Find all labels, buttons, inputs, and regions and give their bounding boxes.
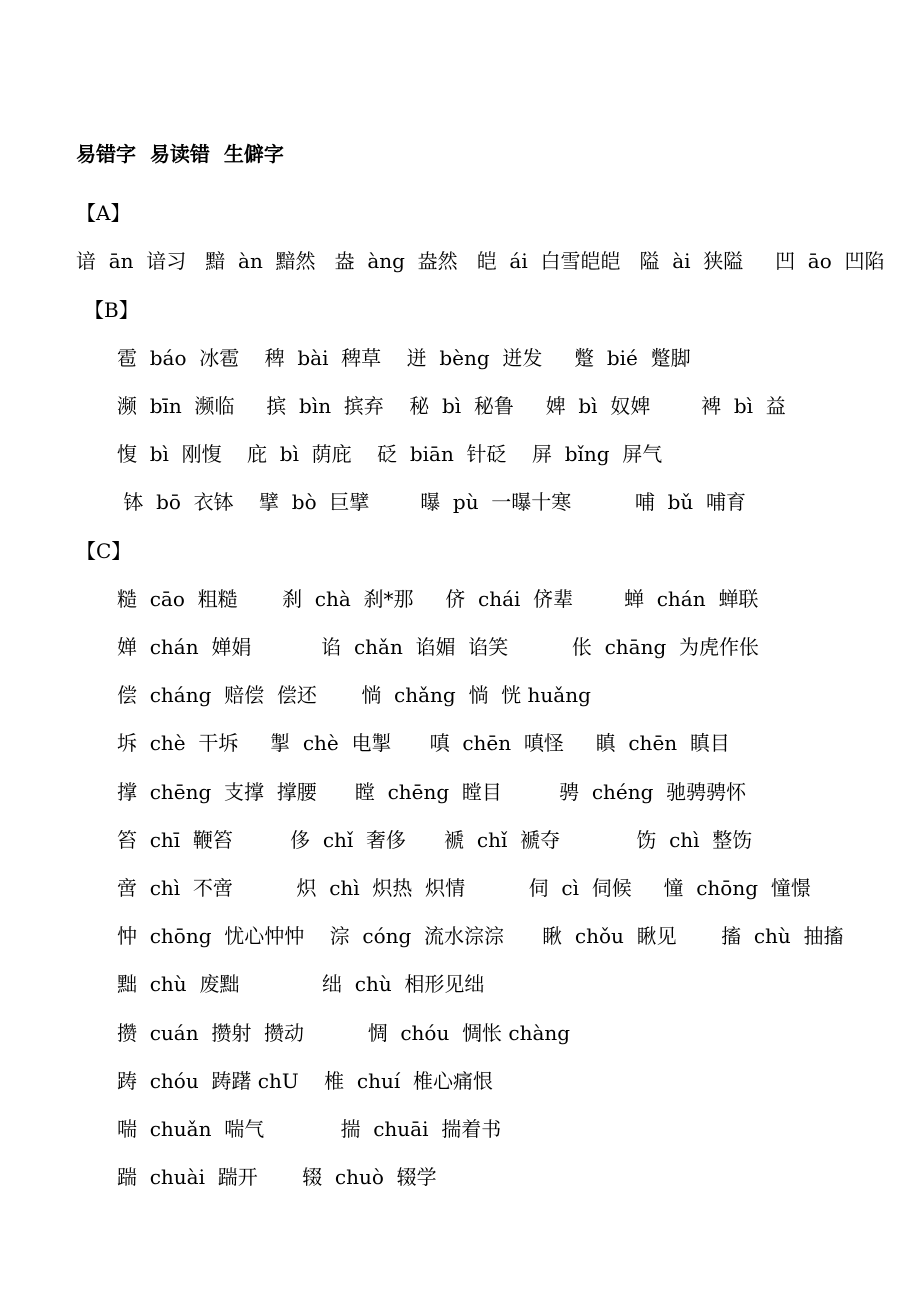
section-heading-a: 【A】 xyxy=(76,201,131,225)
entry-line-c5: 撑 chēng 支撑 撑腰 瞠 chēng 瞠目 骋 chéng 驰骋骋怀 xyxy=(117,780,747,804)
entry-line-c11: 踌 chóu 踌躇 chU 椎 chuí 椎心痛恨 xyxy=(117,1069,493,1093)
entry-line-c2: 婵 chán 婵娟 谄 chǎn 谄媚 谄笑 伥 chāng 为虎作伥 xyxy=(117,635,759,659)
entry-line-c7: 啻 chì 不啻 炽 chì 炽热 炽情 伺 cì 伺候 憧 chōng 憧憬 xyxy=(117,876,811,900)
page-title: 易错字 易读错 生僻字 xyxy=(76,142,284,166)
section-heading-b: 【B】 xyxy=(84,298,139,322)
entry-line-c12: 喘 chuǎn 喘气 揣 chuāi 揣着书 xyxy=(117,1117,502,1141)
entry-line-c4: 坼 chè 干坼 掣 chè 电掣 嗔 chēn 嗔怪 瞋 chēn 瞋目 xyxy=(117,731,730,755)
entry-line-b3: 愎 bì 刚愎 庇 bì 荫庇 砭 biān 针砭 屏 bǐng 屏气 xyxy=(117,442,663,466)
section-heading-c: 【C】 xyxy=(76,539,132,563)
entry-line-c10: 攒 cuán 攒射 攒动 惆 chóu 惆怅 chàng xyxy=(117,1021,571,1045)
entry-line-b2: 濒 bīn 濒临 摈 bìn 摈弃 秘 bì 秘鲁 婢 bì 奴婢 裨 bì 益 xyxy=(117,394,786,418)
entry-line-c13: 踹 chuài 踹开 辍 chuò 辍学 xyxy=(117,1165,437,1189)
entry-line-b1: 雹 báo 冰雹 稗 bài 稗草 迸 bèng 迸发 蹩 bié 蹩脚 xyxy=(117,346,691,370)
entry-line-c3: 偿 cháng 赔偿 偿还 惝 chǎng 惝 恍 huǎng xyxy=(117,683,591,707)
entry-line-a1: 谙 ān 谙习 黯 àn 黯然 盎 àng 盎然 皑 ái 白雪皑皑 隘 ài 狭隘 凹 āo 凹陷 xyxy=(76,249,885,273)
entry-line-c6: 笞 chī 鞭笞 侈 chǐ 奢侈 褫 chǐ 褫夺 饬 chì 整饬 xyxy=(117,828,753,852)
entry-line-c8: 忡 chōng 忧心忡忡 淙 cóng 流水淙淙 瞅 chǒu 瞅见 搐 chù 抽搐 xyxy=(117,924,844,948)
entry-line-c1: 糙 cāo 粗糙 刹 chà 刹*那 侪 chái 侪辈 蝉 chán 蝉联 xyxy=(117,587,759,611)
entry-line-b4: 钵 bō 衣钵 擘 bò 巨擘 曝 pù 一曝十寒 哺 bǔ 哺育 xyxy=(117,490,746,514)
entry-line-c9: 黜 chù 废黜 绌 chù 相形见绌 xyxy=(117,972,485,996)
